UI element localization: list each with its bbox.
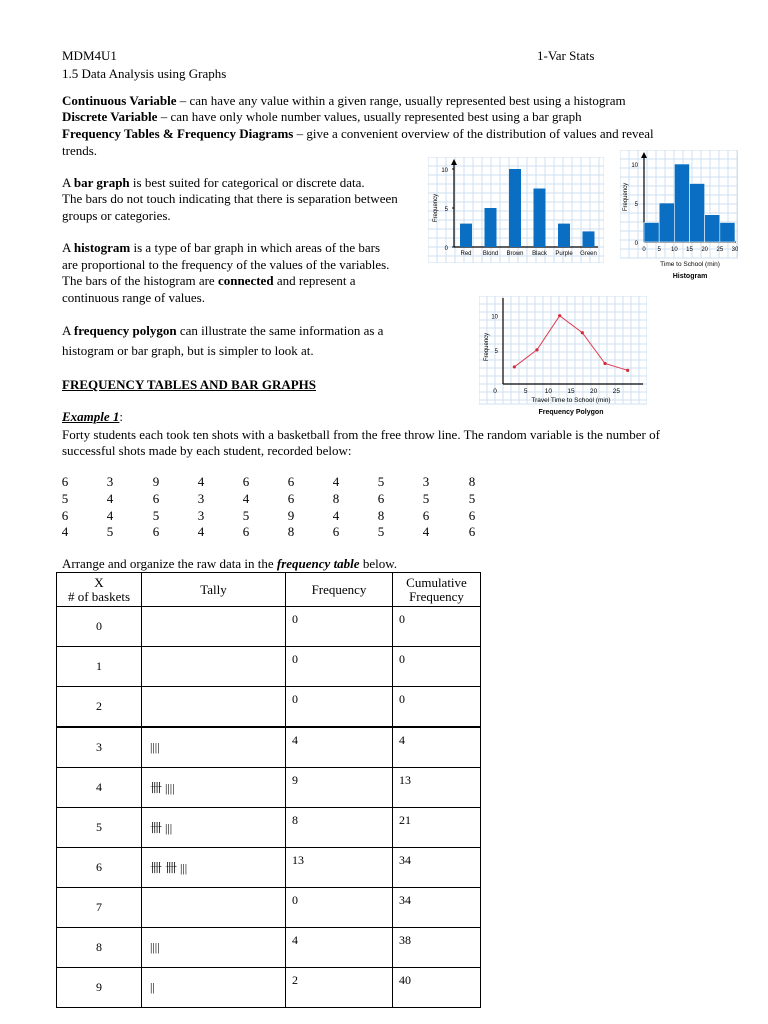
x-axis-label: Time to School (min) (660, 261, 720, 268)
raw-data-value: 6 (422, 508, 430, 523)
x-tick-label: 25 (612, 388, 620, 395)
cell-cumulative: 38 (393, 928, 481, 968)
cell-tally: 卌 |||| (142, 768, 286, 808)
header-x: X # of baskets (57, 573, 142, 607)
cell-x: 8 (57, 928, 142, 968)
chart-title: Histogram (672, 273, 708, 280)
cell-cumulative: 40 (393, 968, 481, 1008)
cell-cumulative: 0 (393, 647, 481, 687)
y-tick-label: 10 (441, 168, 448, 174)
x-tick-label: 0 (642, 247, 646, 253)
table-row (57, 888, 481, 928)
cell-x: 2 (57, 687, 142, 728)
polygon-line-2: histogram or bar graph, but is simpler to look at. (62, 343, 314, 358)
raw-data-value: 5 (377, 524, 385, 539)
cell-frequency: 4 (286, 928, 393, 968)
cell-tally: 卌 ||| (142, 808, 286, 848)
raw-data-value: 8 (377, 508, 385, 523)
raw-data-value: 5 (152, 508, 160, 523)
table-row (57, 808, 481, 848)
header-frequency: Frequency (286, 573, 393, 607)
cell-cumulative: 21 (393, 808, 481, 848)
bar (558, 224, 570, 247)
polygon-line-1: A frequency polygon can illustrate the same information as a (62, 323, 384, 338)
lesson-title: 1.5 Data Analysis using Graphs (62, 66, 227, 81)
chart-title: Frequency Polygon (538, 409, 604, 416)
bar-graph-line-3: groups or categories. (62, 208, 171, 223)
raw-data-value: 6 (152, 491, 160, 506)
raw-data-value: 4 (332, 508, 340, 523)
cell-tally (142, 607, 286, 647)
table-row (57, 928, 481, 968)
header-tally: Tally (142, 573, 286, 607)
cell-tally (142, 888, 286, 928)
raw-data-value: 9 (152, 474, 160, 489)
cell-x: 1 (57, 647, 142, 687)
cell-cumulative: 34 (393, 848, 481, 888)
raw-data-value: 6 (332, 524, 340, 539)
cell-tally (142, 687, 286, 728)
data-point (513, 365, 516, 368)
raw-data-value: 5 (468, 491, 476, 506)
y-axis-label: Frequency (623, 182, 629, 212)
table-row (57, 647, 481, 687)
raw-data-value: 4 (197, 474, 205, 489)
cell-frequency: 8 (286, 808, 393, 848)
definition-continuous: Continuous Variable – can have any value within a given range, usually represented best using a histogram (62, 93, 626, 108)
x-tick-label: 5 (657, 247, 661, 253)
raw-data-value: 4 (422, 524, 430, 539)
raw-data-value: 6 (377, 491, 385, 506)
cell-frequency: 2 (286, 968, 393, 1008)
x-tick-label: 20 (590, 388, 598, 395)
raw-data-value: 4 (242, 491, 250, 506)
x-axis-label: Travel Time to School (min) (531, 397, 611, 404)
cell-tally (142, 647, 286, 687)
x-tick-label: 15 (567, 388, 575, 395)
definition-frequency-tables: Frequency Tables & Frequency Diagrams – give a convenient overview of the distribution of values and reveal (62, 126, 654, 141)
arrange-instruction: Arrange and organize the raw data in the frequency table below. (62, 556, 397, 571)
raw-data-value: 4 (332, 474, 340, 489)
x-tick-label: Brown (506, 251, 524, 257)
cell-cumulative: 0 (393, 687, 481, 728)
data-point (626, 369, 629, 372)
histogram-line-4: continuous range of values. (62, 290, 205, 305)
cell-tally: || (142, 968, 286, 1008)
histogram-line-3: The bars of the histogram are connected and represent a (62, 273, 356, 288)
y-tick-label: 10 (491, 314, 498, 321)
bar (509, 169, 521, 247)
bar (583, 231, 595, 247)
cell-tally: |||| (142, 727, 286, 768)
raw-data-value: 6 (287, 491, 295, 506)
y-axis-label: Frequency (433, 193, 439, 223)
cell-frequency: 0 (286, 687, 393, 728)
x-tick-label: Green (580, 251, 597, 257)
raw-data-value: 4 (106, 508, 114, 523)
y-tick-label: 5 (494, 348, 498, 355)
y-tick-label: 10 (631, 163, 638, 169)
raw-data-value: 4 (106, 491, 114, 506)
cell-cumulative: 34 (393, 888, 481, 928)
header-cumulative: Cumulative Frequency (393, 573, 481, 607)
table-row (57, 727, 481, 768)
raw-data-value: 5 (242, 508, 250, 523)
raw-data-value: 6 (152, 524, 160, 539)
bar-graph-line-1: A bar graph is best suited for categorical or discrete data. (62, 175, 365, 190)
data-point (603, 362, 606, 365)
bar (534, 189, 546, 248)
cell-cumulative: 13 (393, 768, 481, 808)
data-point (535, 348, 538, 351)
raw-data-value: 6 (61, 508, 69, 523)
cell-x: 6 (57, 848, 142, 888)
data-point (581, 331, 584, 334)
table-row (57, 607, 481, 647)
cell-frequency: 13 (286, 848, 393, 888)
x-tick-label: 10 (670, 247, 678, 253)
x-tick-label: 5 (523, 388, 528, 395)
cell-frequency: 0 (286, 607, 393, 647)
histogram-bar (705, 215, 720, 242)
raw-data-value: 6 (242, 474, 250, 489)
cell-x: 0 (57, 607, 142, 647)
raw-data-value: 6 (468, 524, 476, 539)
bar (460, 224, 472, 247)
x-tick-label: 20 (701, 247, 709, 253)
bar-graph-svg (428, 157, 604, 263)
table-row (57, 848, 481, 888)
x-tick-label: 0 (493, 388, 497, 395)
y-tick-label: 0 (634, 241, 638, 247)
x-tick-label: 10 (544, 388, 552, 395)
raw-data-value: 4 (61, 524, 69, 539)
cell-tally: 卌 卌 ||| (142, 848, 286, 888)
bar-graph-chart (428, 157, 604, 263)
raw-data-value: 5 (61, 491, 69, 506)
histogram-bar (659, 203, 674, 242)
raw-data-value: 5 (106, 524, 114, 539)
cell-x: 9 (57, 968, 142, 1008)
raw-data-value: 3 (197, 508, 205, 523)
cell-frequency: 0 (286, 647, 393, 687)
histogram-bar (644, 223, 659, 243)
bar-graph-line-2: The bars do not touch indicating that there is separation between (62, 191, 398, 206)
x-tick-label: 25 (716, 247, 724, 253)
cell-x: 4 (57, 768, 142, 808)
raw-data-value: 5 (422, 491, 430, 506)
table-row (57, 768, 481, 808)
course-code: MDM4U1 (62, 48, 117, 63)
cell-x: 7 (57, 888, 142, 928)
unit-title: 1-Var Stats (537, 48, 595, 63)
raw-data-value: 5 (377, 474, 385, 489)
raw-data-value: 3 (422, 474, 430, 489)
y-tick-label: 5 (444, 207, 448, 213)
cell-tally: |||| (142, 928, 286, 968)
histogram-line-1: A histogram is a type of bar graph in which areas of the bars (62, 240, 381, 255)
histogram-bar (720, 223, 735, 243)
histogram-svg (620, 150, 738, 282)
bar (485, 208, 497, 247)
x-tick-label: Blond (482, 251, 499, 257)
x-tick-label: Red (460, 251, 472, 257)
definition-frequency-tables-cont: trends. (62, 143, 98, 158)
cell-cumulative: 0 (393, 607, 481, 647)
raw-data-value: 9 (287, 508, 295, 523)
x-tick-label: Purple (555, 251, 573, 257)
section-title: FREQUENCY TABLES AND BAR GRAPHS (62, 377, 317, 392)
raw-data-value: 8 (468, 474, 476, 489)
frequency-polygon-svg (479, 296, 647, 418)
table-row (57, 968, 481, 1008)
data-point (558, 314, 561, 317)
frequency-table (56, 572, 481, 1008)
cell-frequency: 0 (286, 888, 393, 928)
raw-data-value: 8 (332, 491, 340, 506)
raw-data-value: 8 (287, 524, 295, 539)
cell-frequency: 9 (286, 768, 393, 808)
cell-x: 3 (57, 727, 142, 768)
raw-data-value: 6 (242, 524, 250, 539)
x-tick-label: 15 (686, 247, 693, 253)
cell-frequency: 4 (286, 727, 393, 768)
example-text-2: successful shots made by each student, recorded below: (62, 443, 352, 458)
y-axis-label: Frequency (484, 332, 490, 362)
table-row (57, 687, 481, 728)
histogram-bar (690, 184, 705, 243)
cell-x: 5 (57, 808, 142, 848)
raw-data-value: 3 (106, 474, 114, 489)
raw-data-value: 6 (287, 474, 295, 489)
y-tick-label: 5 (634, 202, 638, 208)
example-text-1: Forty students each took ten shots with a basketball from the free throw line. The random variable is the number of (62, 427, 660, 442)
raw-data-value: 3 (197, 491, 205, 506)
y-tick-label: 0 (444, 246, 448, 252)
x-tick-label: 30 (731, 247, 738, 253)
frequency-polygon-chart (479, 296, 647, 418)
definition-discrete: Discrete Variable – can have only whole number values, usually represented best using a bar graph (62, 109, 582, 124)
raw-data-value: 4 (197, 524, 205, 539)
raw-data-value: 6 (468, 508, 476, 523)
histogram-line-2: are proportional to the frequency of the values of the variables. (62, 257, 390, 272)
cell-cumulative: 4 (393, 727, 481, 768)
histogram-chart (620, 150, 738, 282)
raw-data-value: 6 (61, 474, 69, 489)
example-label: Example 1: (62, 409, 124, 424)
histogram-bar (674, 164, 689, 242)
x-tick-label: Black (532, 251, 547, 257)
